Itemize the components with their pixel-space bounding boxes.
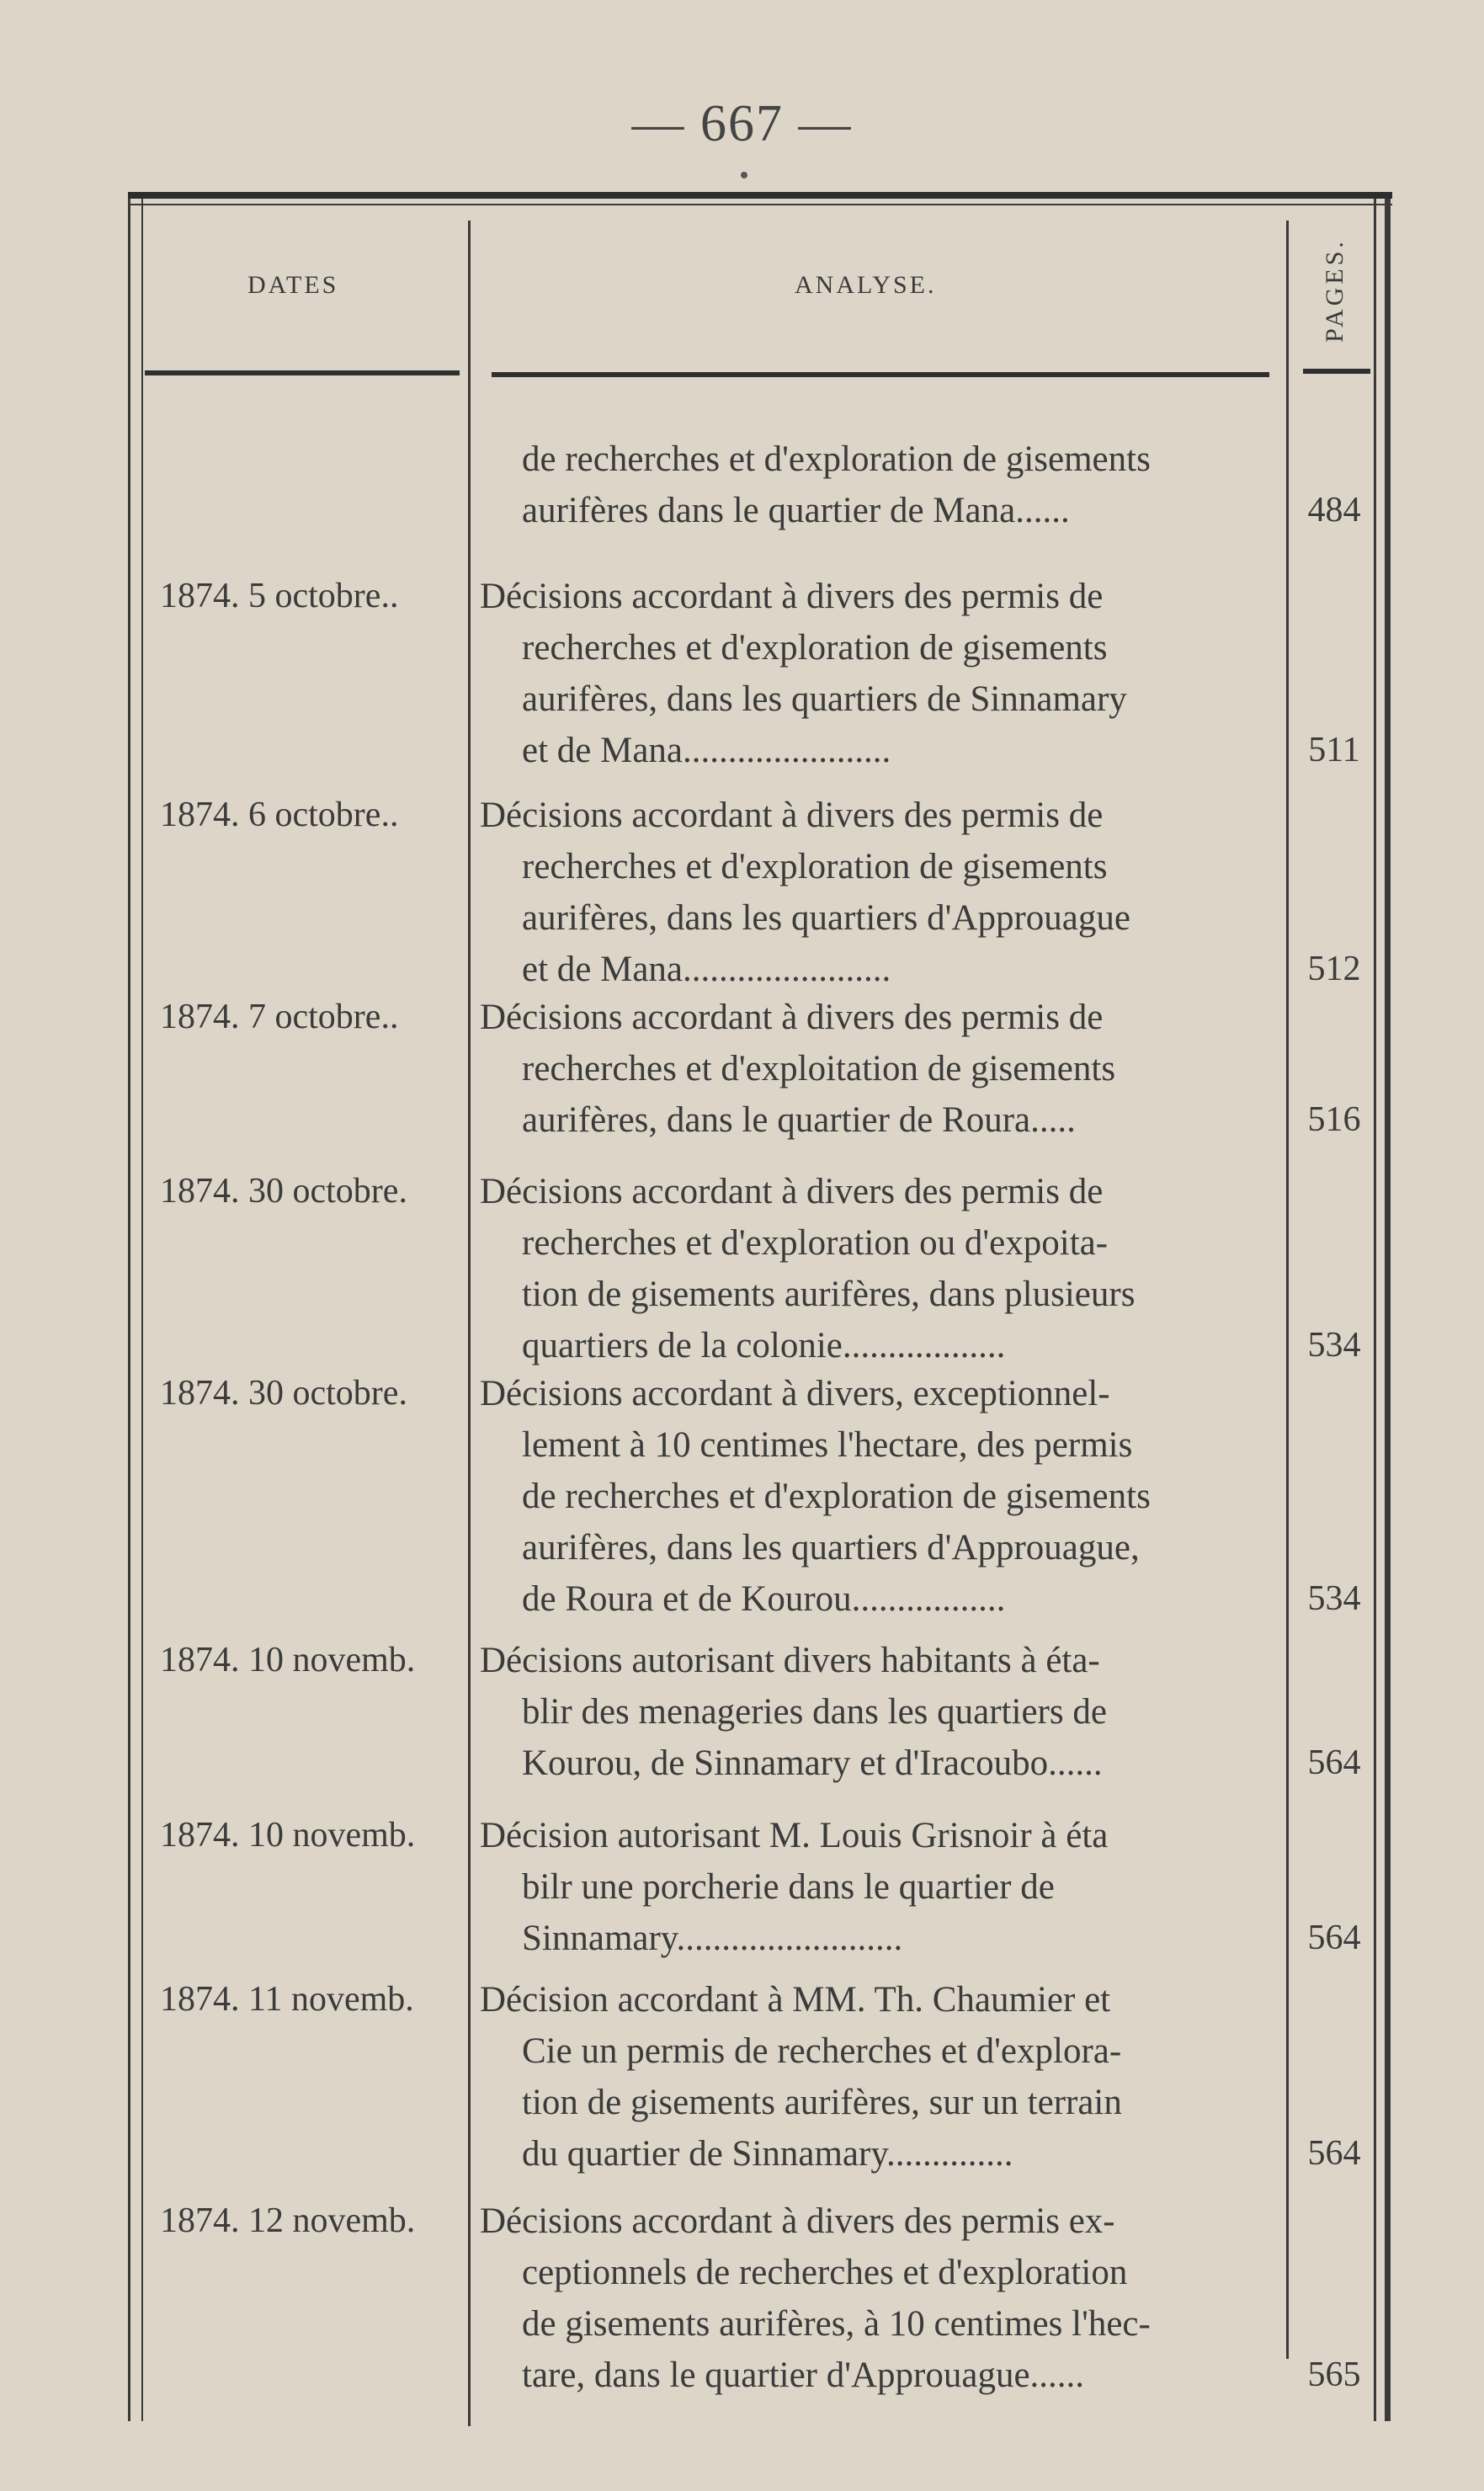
entry-analysis-line: Sinnamary......................... — [522, 1919, 903, 1958]
entry-analysis-line: tion de gisements aurifères, sur un terrain — [522, 2083, 1122, 2122]
entry-analysis-line: recherches et d'exploration de gisements — [522, 847, 1108, 886]
dates-header-underline — [145, 370, 460, 375]
entry-analysis — [480, 1166, 1288, 1371]
entry-page-ref: 511 — [1308, 731, 1360, 769]
entry-analysis-line: ceptionnels de recherches et d'exploration — [522, 2253, 1128, 2292]
entry-analysis-line: du quartier de Sinnamary.............. — [522, 2134, 1013, 2174]
column-header-pages: PAGES. — [1321, 238, 1348, 343]
entry-analysis-line: Décision autorisant M. Louis Grisnoir à éta — [480, 1816, 1109, 1855]
pages-header-underline — [1303, 369, 1370, 374]
entry-date: 1874. 5 octobre.. — [160, 577, 399, 615]
entry-date: 1874. 11 novemb. — [160, 1980, 414, 2019]
entry-analysis-line: Décisions autorisant divers habitants à éta- — [480, 1641, 1100, 1680]
entry-page-ref: 564 — [1307, 1919, 1361, 1957]
entry-date: 1874. 6 octobre.. — [160, 796, 399, 834]
entry-analysis-line: aurifères, dans les quartiers d'Approuague, — [522, 1528, 1140, 1568]
entry-analysis — [480, 434, 1288, 536]
entry-analysis-line: Décisions accordant à divers des permis de — [480, 1172, 1104, 1211]
entry-analysis-line: de gisements aurifères, à 10 centimes l'hec- — [522, 2304, 1151, 2344]
column-header-analysis: ANALYSE. — [795, 271, 937, 299]
entry-analysis-line: Décisions accordant à divers des permis de — [480, 577, 1104, 616]
entry-analysis — [480, 1635, 1288, 1789]
entry-analysis-line: blir des menageries dans les quartiers de — [522, 1692, 1107, 1732]
entry-analysis-line: tion de gisements aurifères, dans plusieurs — [522, 1275, 1136, 1314]
entry-analysis — [480, 1368, 1288, 1625]
entry-analysis-line: de recherches et d'exploration de gisements — [522, 439, 1151, 479]
entry-date: 1874. 7 octobre.. — [160, 998, 399, 1036]
entry-page-ref: 534 — [1307, 1579, 1361, 1618]
entry-date: 1874. 10 novemb. — [160, 1816, 416, 1855]
entry-analysis-line: recherches et d'exploitation de gisements — [522, 1049, 1116, 1088]
entry-analysis-line: aurifères, dans les quartiers de Sinnamary — [522, 679, 1127, 719]
column-header-pages-wrap — [1310, 227, 1360, 354]
entry-analysis-line: tare, dans le quartier d'Approuague...... — [522, 2355, 1085, 2395]
entry-analysis-line: Décisions accordant à divers des permis de — [480, 998, 1104, 1037]
entry-analysis-line: Décision accordant à MM. Th. Chaumier et — [480, 1980, 1111, 2020]
entry-analysis-line: Décisions accordant à divers des permis de — [480, 796, 1104, 835]
column-header-dates: DATES — [247, 271, 339, 299]
entry-analysis-line: bilr une porcherie dans le quartier de — [522, 1867, 1055, 1907]
entry-analysis-line: et de Mana....................... — [522, 950, 891, 989]
entry-page-ref: 564 — [1307, 2134, 1361, 2173]
entry-analysis-line: de recherches et d'exploration de gisements — [522, 1477, 1151, 1516]
entry-analysis-line: aurifères dans le quartier de Mana...... — [522, 491, 1070, 530]
entry-page-ref: 565 — [1307, 2355, 1361, 2394]
entry-analysis — [480, 790, 1288, 995]
entry-page-ref: 534 — [1307, 1326, 1361, 1365]
outer-left-inner-rule — [141, 199, 143, 2421]
entry-analysis — [480, 1974, 1288, 2180]
entry-analysis-line: Décisions accordant à divers, exceptionnel- — [480, 1374, 1110, 1413]
entry-analysis-line: et de Mana....................... — [522, 731, 891, 770]
entry-analysis — [480, 2196, 1288, 2401]
entry-analysis-line: recherches et d'exploration de gisements — [522, 628, 1108, 668]
entry-page-ref: 484 — [1307, 491, 1361, 530]
entry-analysis-line: Décisions accordant à divers des permis ex- — [480, 2201, 1115, 2241]
entry-analysis-line: Cie un permis de recherches et d'explora- — [522, 2031, 1122, 2071]
entry-page-ref: 564 — [1307, 1743, 1361, 1782]
entry-analysis-line: quartiers de la colonie.................. — [522, 1326, 1006, 1365]
entry-date: 1874. 10 novemb. — [160, 1641, 416, 1679]
page-number: — 667 — — [631, 95, 853, 152]
entry-date: 1874. 12 novemb. — [160, 2201, 416, 2240]
dates-analysis-rule — [468, 221, 471, 2426]
entry-analysis — [480, 1810, 1288, 1964]
entry-analysis-line: recherches et d'exploration ou d'expoita- — [522, 1223, 1109, 1263]
outer-left-rule — [128, 199, 130, 2421]
entry-date: 1874. 30 octobre. — [160, 1374, 407, 1413]
entry-analysis-line: Kourou, de Sinnamary et d'Iracoubo...... — [522, 1743, 1103, 1783]
entry-analysis-line: lement à 10 centimes l'hectare, des permis — [522, 1425, 1133, 1465]
ink-dot — [741, 172, 747, 178]
analysis-header-underline — [492, 372, 1269, 377]
entry-page-ref: 516 — [1307, 1100, 1361, 1139]
entry-analysis — [480, 571, 1288, 776]
entry-date: 1874. 30 octobre. — [160, 1172, 407, 1211]
entry-analysis-line: aurifères, dans le quartier de Roura..... — [522, 1100, 1076, 1140]
outer-right-rule — [1385, 199, 1391, 2421]
entry-analysis — [480, 992, 1288, 1146]
entry-analysis-line: aurifères, dans les quartiers d'Approuague — [522, 898, 1130, 938]
entry-page-ref: 512 — [1307, 950, 1361, 988]
entry-analysis-line: de Roura et de Kourou................. — [522, 1579, 1006, 1619]
